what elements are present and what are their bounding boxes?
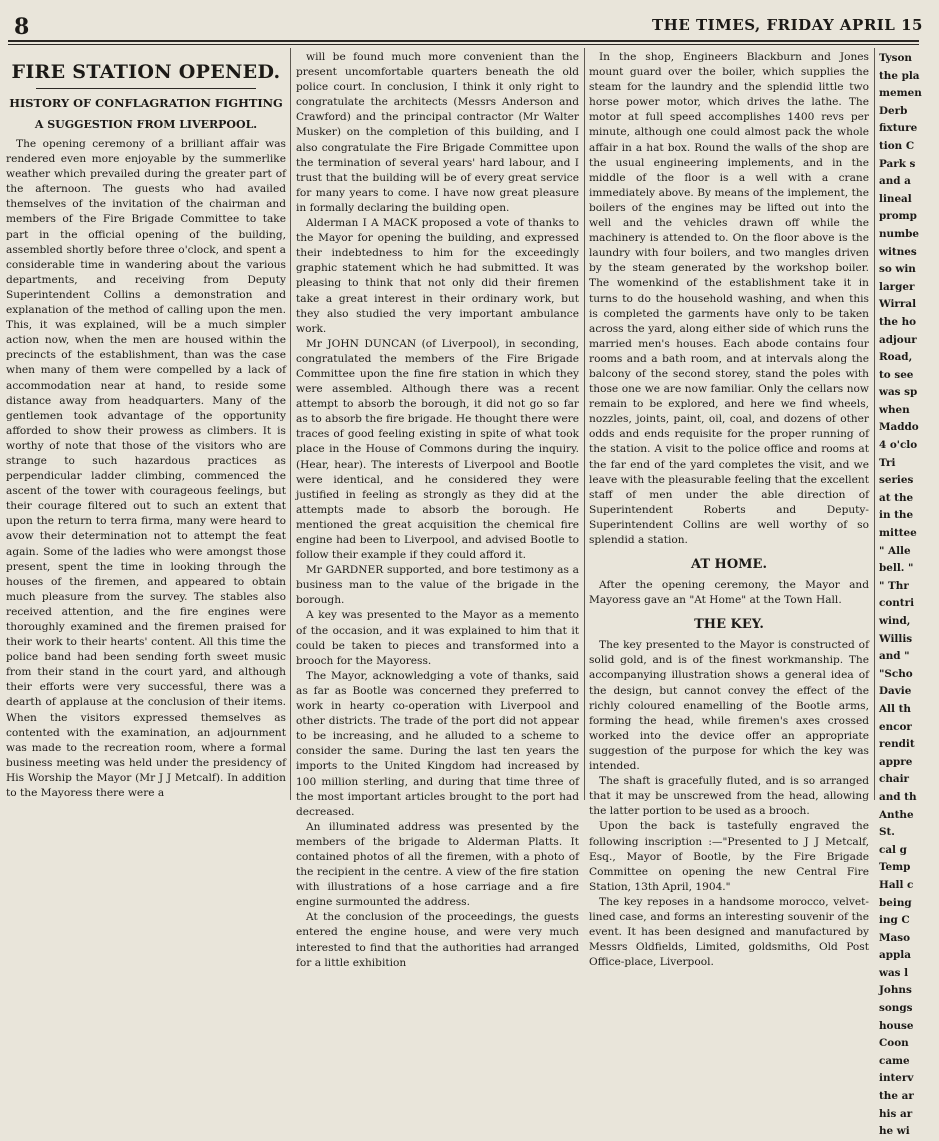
- cropped-line-fragment: house: [879, 1019, 914, 1032]
- cropped-line-fragment: appla: [879, 949, 911, 962]
- paragraph: A key was presented to the Mayor as a memento of the occasion, and it was explained to him that it could be taken to pieces and transformed into a brooch for the Mayoress.: [296, 609, 579, 667]
- cropped-line-fragment: witnes: [879, 245, 917, 258]
- cropped-line-fragment: promp: [879, 210, 917, 223]
- cropped-line-fragment: being: [879, 896, 912, 909]
- cropped-line-fragment: chair: [879, 773, 910, 786]
- paragraph: The Mayor, acknowledging a vote of thanks, said as far as Bootle was concerned they preferred to work in hearty co-operation with Liverpool and other districts. The trade of the port did not appear to be increasing, and he alluded to a scheme to consider the same. During the last ten years the imports to the United Kingdom had increased by 100 million sterling, and during that time three of the most important articles brought to the port had decreased.: [296, 669, 579, 818]
- cropped-line-fragment: ing C: [879, 914, 910, 927]
- column-2-body: [296, 50, 579, 971]
- article-column-1: [6, 50, 286, 800]
- column-4-body: [879, 50, 939, 1141]
- column-divider: [290, 48, 291, 800]
- paragraph: After the opening ceremony, the Mayor and Mayoress gave an "At Home" at the Town Hall.: [589, 579, 869, 607]
- paragraph: The key presented to the Mayor is constructed of solid gold, and is of the finest workmanship. The accompanying illustration shows a general idea of the design, but cannot convey the effect of the richly coloured enamelling of the Bootle arms, forming the head, while firemen's axes crossed worked into the device offer an appropriate suggestion of the purpose for which the key was intended.: [589, 639, 869, 773]
- cropped-line-fragment: Anthe: [879, 808, 914, 821]
- cropped-line-fragment: " Thr: [879, 579, 909, 592]
- cropped-line-fragment: Derb: [879, 104, 908, 117]
- cropped-line-fragment: "Scho: [879, 667, 913, 680]
- cropped-line-fragment: St.: [879, 826, 895, 839]
- article-subheadline-2: A SUGGESTION FROM LIVERPOOL.: [34, 118, 258, 131]
- section-the-key-body: [589, 638, 869, 970]
- cropped-line-fragment: the ar: [879, 1090, 914, 1103]
- cropped-line-fragment: 4 o'clo: [879, 439, 918, 452]
- header-rule: [8, 40, 919, 42]
- cropped-line-fragment: series: [879, 474, 914, 487]
- article-headline: FIRE STATION OPENED.: [11, 61, 281, 83]
- cropped-line-fragment: tion C: [879, 139, 915, 152]
- cropped-line-fragment: interv: [879, 1072, 914, 1085]
- cropped-line-fragment: the pla: [879, 69, 920, 82]
- cropped-line-fragment: in the: [879, 509, 914, 522]
- cropped-line-fragment: fixture: [879, 122, 918, 135]
- cropped-line-fragment: Maddo: [879, 421, 919, 434]
- cropped-line-fragment: rendit: [879, 738, 915, 751]
- cropped-line-fragment: was sp: [879, 386, 918, 399]
- column-divider: [874, 48, 875, 800]
- paragraph: In the shop, Engineers Blackburn and Jones mount guard over the boiler, which supplies the steam for the laundry and the splendid little two horse power motor, which drives the lathe. The motor at full speed accomplishes 1400 revs per minute, although one could almost pack the whole affair in a hat box. Round the walls of the shop are the usual engineering implements, and in the middle of the floor is a well with a crane immediately above. By means of the implement, the boilers of the engines may be lifted out into the well and the vehicles drawn off while the machinery is attended to. On the floor above is the laundry with four boilers, and two mangles driven by the steam generated by the workshop boiler. The womenkind of the establishment take it in turns to do the household washing, and when this is completed the garments have only to be taken across the yard, along either side of which runs the married men's houses. Each abode contains four rooms and a bath room, and at intervals along the balcony of the second storey, stand the poles with those one we are now familiar. Only the cellars now remain to be explored, and here we find wheels, nozzles, joints, paint, oil, coal, and dozens of other odds and ends requisite for the proper running of the station. A visit to the police office and rooms at the far end of the yard completes the visit, and we leave with the pleasurable feeling that the excellent staff of men under the able direction of Superintendent Roberts and Deputy-Superintendent Collins are well worthy of so splendid a station.: [589, 51, 869, 546]
- cropped-line-fragment: All th: [879, 702, 911, 715]
- header-rule-thin: [8, 44, 919, 45]
- column-1-body: [6, 137, 286, 801]
- article-column-3: [589, 50, 869, 969]
- cropped-line-fragment: Willis: [879, 632, 913, 645]
- headline-rule: [36, 88, 256, 89]
- column-3-body: [589, 50, 869, 548]
- cropped-line-fragment: memen: [879, 87, 922, 100]
- section-at-home-body: [589, 578, 869, 608]
- cropped-line-fragment: Road,: [879, 351, 913, 364]
- cropped-line-fragment: Hall c: [879, 878, 914, 891]
- cropped-line-fragment: contri: [879, 597, 915, 610]
- cropped-line-fragment: at the: [879, 491, 914, 504]
- cropped-line-fragment: " Alle: [879, 544, 911, 557]
- page-header: [0, 6, 923, 44]
- cropped-line-fragment: mittee: [879, 527, 917, 540]
- cropped-line-fragment: appre: [879, 755, 913, 768]
- column-divider: [584, 48, 585, 800]
- article-column-4-cropped: [879, 50, 939, 1138]
- masthead: THE TIMES, FRIDAY APRIL 15: [652, 16, 923, 34]
- cropped-line-fragment: songs: [879, 1002, 913, 1015]
- cropped-line-fragment: adjour: [879, 333, 917, 346]
- paragraph: An illuminated address was presented by the members of the brigade to Alderman Platts. It contained photos of all the firemen, with a photo of the recipient in the centre. A view of the fire station with illustrations of a hose carriage and a fire engine surmounted the address.: [296, 820, 579, 909]
- paragraph: Mr GARDNER supported, and bore testimony as a business man to the value of the brigade in the borough.: [296, 564, 579, 607]
- paragraph: Mr JOHN DUNCAN (of Liverpool), in seconding, congratulated the members of the Fire Brigade Committee upon the fine fire station in which they were assembled. Although there was a recent attempt to absorb the borough, it did not go so far as to absorb the fire brigade. He thought there were traces of good feeling existing in spite of what took place in the House of Commons during the inquiry. (Hear, hear). The interests of Liverpool and Bootle were identical, and he considered they were justified in feeling as strongly as they did at the attempts made to absorb the borough. He mentioned the great acquisition the chemical fire engine had been to Liverpool, and advised Bootle to follow their example if they could afford it.: [296, 337, 579, 562]
- cropped-line-fragment: he wi: [879, 1125, 910, 1138]
- article-column-2: [296, 50, 579, 969]
- cropped-line-fragment: Wirral: [879, 298, 917, 311]
- page-number: 8: [14, 14, 31, 40]
- cropped-line-fragment: bell. ": [879, 562, 914, 575]
- paragraph: The opening ceremony of a brilliant affair was rendered even more enjoyable by the summerlike weather which prevailed during the greater part of the afternoon. The guests who had availed themselves of the invitation of the chairman and members of the Fire Brigade Committee to take part in the official opening of the building, assembled shortly before three o'clock, and spent a considerable time in wandering about the various departments, and receiving from Deputy Superintendent Collins a demonstration and explanation of the method of calling upon the men. This, it was explained, will be a much simpler action now, when the men are housed within the precincts of the establishment, than was the case when many of them were compelled by a lack of accommodation near at hand, to reside some distance away from headquarters. Many of the gentlemen took advantage of the opportunity afforded to show their prowess as climbers. It is worthy of note that those of the visitors who are strange to such hazardous practices as perpendicular ladder climbing, commenced the ascent of the tower with courageous feelings, but their courage filtered out to such an extent that upon the return to terra firma, many were heard to avow their determination not to attempt the feat again. Some of the ladies who were amongst those present, spent the time in looking through the houses of the firemen, and appeared to obtain much pleasure from the survey. The stables also received attention, and the fire engines were thoroughly examined and the firemen praised for their work to their hearts' content. All this time the police band had been sending forth sweet music from their stand in the court yard, and although their efforts were very successful, there was a dearth of applause at the conclusion of their items. When the visitors expressed themselves as contented with the examination, an adjournment was made to the recreation room, where a formal business meeting was held under the presidency of His Worship the Mayor (Mr J J Metcalf). In addition to the Mayoress there were a: [6, 138, 286, 800]
- cropped-line-fragment: Temp: [879, 861, 911, 874]
- cropped-line-fragment: encor: [879, 720, 912, 733]
- cropped-line-fragment: Davie: [879, 685, 912, 698]
- cropped-line-fragment: to see: [879, 368, 914, 381]
- section-heading-the-key: THE KEY.: [694, 617, 764, 633]
- cropped-line-fragment: and a: [879, 175, 911, 188]
- cropped-line-fragment: came: [879, 1054, 910, 1067]
- cropped-line-fragment: Tyson: [879, 52, 912, 64]
- paragraph: Upon the back is tastefully engraved the following inscription :—"Presented to J J Metcalf, Esq., Mayor of Bootle, by the Fire Brigade Committee on opening the new Central Fire Station, 13th April, 1904.": [589, 820, 869, 893]
- cropped-line-fragment: was l: [879, 966, 909, 979]
- cropped-line-fragment: and ": [879, 650, 910, 663]
- cropped-line-fragment: cal g: [879, 843, 907, 856]
- paragraph: The shaft is gracefully fluted, and is so arranged that it may be unscrewed from the head, allowing the latter portion to be used as a brooch.: [589, 775, 869, 818]
- article-subheadline: HISTORY OF CONFLAGRATION FIGHTING: [9, 96, 283, 110]
- cropped-line-fragment: and th: [879, 790, 917, 803]
- cropped-line-fragment: his ar: [879, 1107, 913, 1120]
- paragraph: The key reposes in a handsome morocco, velvet-lined case, and forms an interesting souvenir of the event. It has been designed and manufactured by Messrs Oldfields, Limited, goldsmiths, Old Post Office-place, Liverpool.: [589, 895, 869, 969]
- cropped-line-fragment: so win: [879, 263, 916, 276]
- cropped-line-fragment: when: [879, 403, 910, 416]
- cropped-line-fragment: lineal: [879, 192, 912, 205]
- paragraph: Alderman I A MACK proposed a vote of thanks to the Mayor for opening the building, and expressed their indebtedness to him for the exceedingly graphic statement which he had submitted. It was pleasing to think that not only did their firemen take a great interest in their ordinary work, but they also studied the very important ambulance work.: [296, 217, 579, 335]
- cropped-line-fragment: Tri: [879, 456, 896, 469]
- paragraph: At the conclusion of the proceedings, the guests entered the engine house, and were very much interested to find that the authorities had arranged for a little exhibition: [296, 911, 579, 969]
- cropped-line-fragment: the ho: [879, 315, 917, 328]
- paragraph: will be found much more convenient than the present uncomfortable quarters beneath the old police court. In conclusion, I think it only right to congratulate the architects (Messrs Anderson and Crawford) and the principal contractor (Mr Walter Musker) on the completion of this building, and I also congratulate the Fire Brigade Committee upon the termination of several years' hard labour, and I trust that the building will be of every great service for many years to come. I have now great pleasure in formally declaring the building open.: [296, 51, 579, 214]
- cropped-line-fragment: wind,: [879, 615, 911, 627]
- cropped-line-fragment: Maso: [879, 931, 911, 944]
- cropped-line-fragment: Coon: [879, 1037, 909, 1050]
- cropped-line-fragment: numbe: [879, 227, 919, 240]
- section-heading-at-home: AT HOME.: [690, 557, 767, 573]
- cropped-line-fragment: larger: [879, 280, 915, 293]
- cropped-line-fragment: Johns: [879, 984, 912, 997]
- cropped-line-fragment: Park s: [879, 157, 916, 170]
